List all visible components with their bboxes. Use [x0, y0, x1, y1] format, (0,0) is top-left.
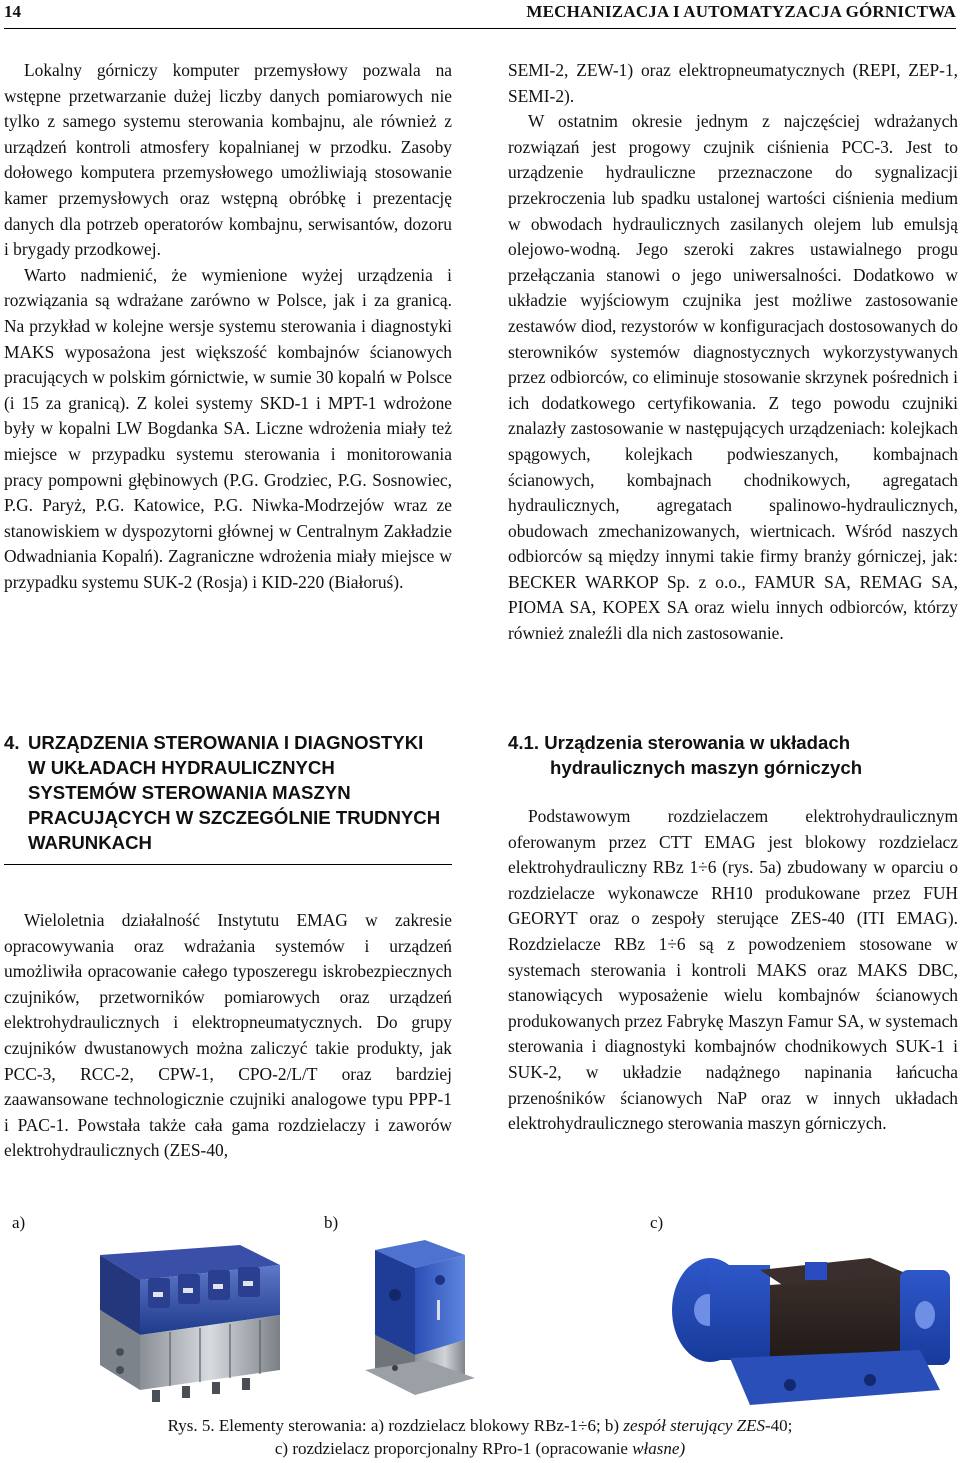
journal-title: MECHANIZACJA I AUTOMATYZACJA GÓRNICTWA: [526, 2, 956, 21]
caption-text: Rys. 5. Elementy sterowania: a) rozdzielacz blokowy RBz-1÷6; b): [167, 1416, 624, 1435]
figure-label-a: a): [12, 1213, 26, 1232]
page-number: 14: [4, 2, 21, 21]
left-column-section4: [4, 908, 452, 1164]
caption-text: -40;: [764, 1416, 793, 1435]
paragraph: SEMI-2, ZEW-1) oraz elektropneumatycznych (REPI, ZEP-1, SEMI-2).: [508, 60, 958, 106]
section-title-line1: Urządzenia sterowania w układach: [544, 732, 851, 753]
section-4-1-heading: [508, 730, 958, 780]
paragraph: Wieloletnia działalność Instytutu EMAG w zakresie opracowywania oraz wdrażania systemów i urządzeń umożliwiła opracowanie całego typoszeregu iskrobezpiecznych czujników, przetworników pomiarowych oraz urządzeń elektrohydraulicznych i elektropneumatycznych. Do grupy czujników dwustanowych można zaliczyć takie produkty, jak PCC-3, RCC-2, CPW-1, CPO-2/L/T oraz bardziej zaawansowane technologicznie czujniki analogowe typu PPP-1 i PAC-1. Powstała także cała gama rozdzielaczy i zaworów elektrohydraulicznych (ZES-40,: [4, 910, 452, 1161]
section-rule: [4, 864, 452, 865]
figure-label-b: b): [324, 1213, 339, 1232]
caption-text: c) rozdzielacz proporcjonalny RPro-1 (opracowanie: [274, 1439, 633, 1458]
header-rule: [4, 28, 956, 29]
paragraph: Warto nadmienić, że wymienione wyżej urządzenia i rozwiązania są wdrażane zarówno w Polsce, jak i za granicą. Na przykład w kolejne wersje systemu sterowania i diagnostyki MAKS wyposażona jest większość kombajnów ścianowych pracujących w polskim górnictwie, w sumie 30 kopalń w Polsce (i 15 za granicą). Z kolei systemy SKD-1 i MPT-1 wdrożone były w kopalni LW Bogdanka SA. Liczne wdrożenia miały też miejsce w przypadku systemu sterowania i monitorowania pracy pompowni głębinowych (P.G. Grodziec, P.G. Sosnowiec, P.G. Paryż, P.G. Katowice, P.G. Niwka-Modrzejów wraz ze stanowiskiem w dyspozytorni głównej w Centralnym Zakładzie Odwadniania Kopalń). Zagraniczne wdrożenia miały miejsce w przypadku systemu SUK-2 (Rosja) i KID-220 (Białoruś).: [4, 264, 452, 592]
figure-caption: [60, 1414, 900, 1460]
left-column-intro: [4, 58, 452, 595]
block-distributor-photo: [60, 1240, 310, 1410]
figure-label-c: c): [650, 1213, 664, 1232]
caption-italic: zespół sterujący ZES: [623, 1416, 765, 1435]
control-unit-photo: [355, 1240, 485, 1410]
section-number: 4.: [4, 732, 20, 753]
page-header: [4, 2, 956, 28]
right-column-section41: [508, 804, 958, 1137]
section-title-line2: hydraulicznych maszyn górniczych: [550, 757, 863, 778]
paragraph: W ostatnim okresie jednym z najczęściej wdrażanych rozwiązań jest progowy czujnik ciśnienia PCC-3. Jest to urządzenie hydrauliczne przeznaczone do sygnalizacji przekroczenia lub spadku ustalonej wartości ciśnienia medium w obwodach hydraulicznych zasilanych olejem lub emulsją olejowo-wodną. Jego szeroki zakres ustawialnego progu przełączania stanowi o jego uniwersalności. Dodatkowo w układzie wyjściowym czujnika jest możliwe zastosowanie zestawów diod, rezystorów w konfiguracjach dostosowanych do sterowników systemów diagnostycznych wykorzystywanych przez odbiorców, co eliminuje stosowanie skrzynek pośrednich i ich dodatkowego certyfikowania. Z tego powodu czujniki znalazły zastosowanie w następujących urządzeniach: kolejkach spągowych, kolejkach podwieszanych, kombajnach ścianowych, kombajnach chodnikowych, agregatach hydraulicznych, agregatach spalinowo-hydraulicznych, obudowach zmechanizowanych, wiertnicach. Wśród naszych odbiorców są między innymi takie firmy branży górniczej, jak: BECKER WARKOP Sp. z o.o., FAMUR SA, REMAG SA, PIOMA SA, KOPEX SA oraz wielu innych odbiorców, którzy również znaleźli dla nich zastosowanie.: [508, 111, 958, 644]
section-number: 4.1.: [508, 732, 540, 753]
caption-italic: własne): [632, 1439, 686, 1458]
proportional-distributor-photo: [670, 1240, 955, 1410]
section-title: URZĄDZENIA STEROWANIA I DIAGNOSTYKI W UKŁADACH HYDRAULICZNYCH SYSTEMÓW STEROWANIA MASZYN PRACUJĄCYCH W SZCZEGÓLNIE TRUDNYCH WARUNKACH: [28, 732, 441, 853]
paragraph: Lokalny górniczy komputer przemysłowy pozwala na wstępne przetwarzanie dużej liczby danych pomiarowych nie tylko z samego systemu sterowania kombajnu, ale również z urządzeń kontroli atmosfery kopalnianej w przodku. Zasoby dołowego komputera przemysłowego umożliwiają stosowanie kamer przemysłowych oraz wstępną obróbkę i prezentację danych dla potrzeb operatorów kombajnu, serwisantów, dozoru i brygady przodkowej.: [4, 60, 452, 260]
right-column-intro: [508, 58, 958, 647]
paragraph: Podstawowym rozdzielaczem elektrohydraulicznym oferowanym przez CTT EMAG jest blokowy rozdzielacz elektrohydrauliczny RBz 1÷6 (rys. 5a) zbudowany w oparciu o rozdzielacze wykonawcze RH10 produkowane przez FUH GEORYT oraz o zespoły sterujące ZES-40 (ITI EMAG). Rozdzielacze RBz 1÷6 są z powodzeniem stosowane w systemach sterowania i kontroli MAKS oraz MAKS DBC, stanowiących wyposażenie wielu kombajnów ścianowych produkowanych przez Fabrykę Maszyn Famur SA, w systemach sterowania i diagnostyki kombajnów chodnikowych SUK-1 i SUK-2, w układzie nadążnego napinania łańcucha przenośników ścianowych NaP oraz w innych układach elektrohydraulicznego sterowania maszyn górniczych.: [508, 806, 958, 1134]
section-4-heading: [4, 730, 444, 855]
